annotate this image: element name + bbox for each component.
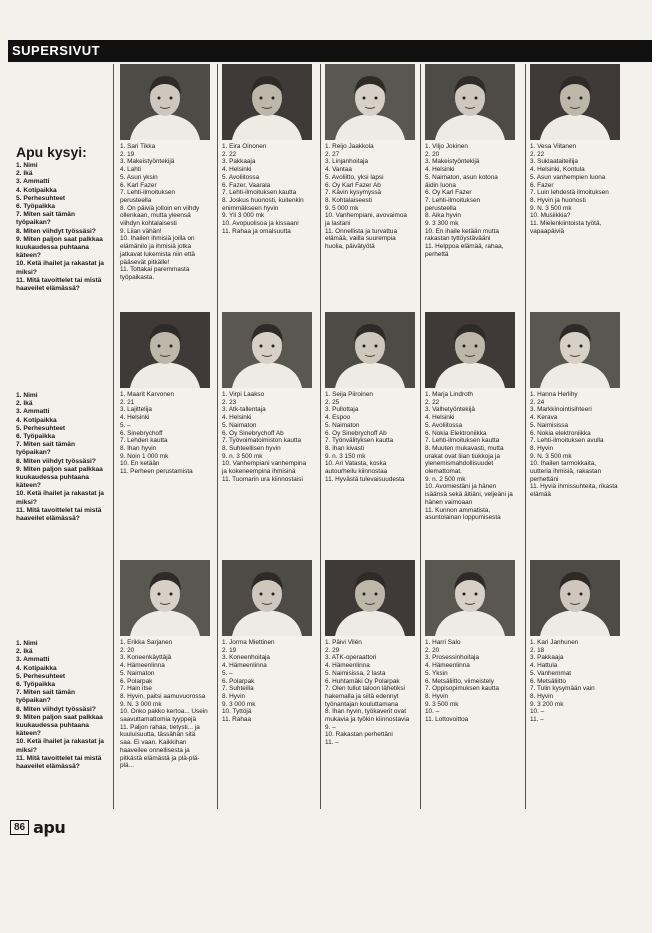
answer-line: 3. Koneenhoitaja [222, 654, 270, 662]
answer-line: 4. Helsinki [425, 414, 455, 422]
answer-line: 2. 18 [530, 646, 545, 654]
answer-line: 2. 22 [425, 398, 440, 406]
answer-line: 11. Tuomarin ura kiinnostaisi [222, 475, 303, 483]
answer-line: 10. Tyttöjä [222, 708, 252, 716]
answer-line: 2. 25 [325, 398, 340, 406]
portrait-photo [530, 312, 620, 388]
answer-line: 9. – [325, 723, 336, 731]
answer-line: 6. Polarpak [222, 677, 255, 685]
column-divider [320, 64, 321, 809]
answer-line: 4. Espoo [325, 414, 351, 422]
answer-line: 3. Valhetyöntekijä [425, 406, 475, 414]
interviewee-card [325, 560, 413, 747]
answer-line: 1. Erikka Sarjanen [120, 639, 173, 646]
answer-line: 2. 21 [120, 398, 135, 406]
question-list [16, 392, 106, 523]
answer-line: 6. Nokia elektroniikka [530, 429, 591, 437]
answer-line: 11. – [325, 739, 339, 747]
question-item: 4. Kotipaikka [16, 664, 57, 672]
answer-line: 9. N. 3 500 mk [530, 452, 572, 460]
answer-line: 10. Onko pakko kertoa... Usein saavuttamattomia tyyppejä [120, 708, 208, 724]
question-item: 9. Miten paljon saat palkkaa kuukaudessa puhtaana käteen? [16, 713, 103, 738]
interviewee-card [222, 560, 310, 724]
answer-line: 7. Oppisopimuksen kautta [425, 685, 499, 693]
question-item: 7. Miten sait tämän työpaikan? [16, 211, 75, 227]
question-item: 6. Työpaikka [16, 681, 56, 689]
answer-line: 8. On päiviä jolloin en viihdy ollenkaan, mutta yleensä viihdyn kohtalaisesti [120, 204, 200, 228]
question-item: 3. Ammatti [16, 178, 50, 186]
answer-line: 4. Hämeenlinna [120, 662, 165, 670]
column-divider [113, 64, 114, 809]
answer-line: 11. Hyviä ihmissuhteita, rikasta elämää [530, 483, 618, 499]
answer-line: 11. Tottakai paremmasta työpaikasta. [120, 266, 190, 281]
portrait-photo [530, 560, 620, 636]
answer-line: 10. Ihailen ihmisiä joilla on elämänilo ja ihmisiä jotka jatkavat lukemista niin että pääsevät pitkälle! [120, 235, 195, 266]
answer-line: 8. Hyvin [425, 692, 449, 700]
answer-line: 7. Tulin kysymään vain [530, 685, 595, 693]
answer-line: 1. Seija Piiroinen [325, 391, 373, 398]
interview-answers [425, 639, 513, 724]
answer-line: 8. Hyvin [530, 444, 554, 452]
answer-line: 11. Paljon rahaa, tietysti... ja kuuluisuutta, tässähän sitä saa. Ei vaan. Kaikkihan haaveilee onnellisesta ja pitkästä elämästä ja plä-plä-plä... [120, 723, 200, 770]
interviewee-card [120, 64, 208, 282]
interviewee-card [530, 64, 618, 235]
question-item: 8. Miten viihdyt työssäsi? [16, 457, 96, 465]
answer-line: 7. Olen tullut taloon lähetiksi hakemalla ja siitä edennyt työnantajan kouluttamana [325, 685, 405, 708]
interview-answers [222, 639, 310, 724]
answer-line: 3. Linjanhoitaja [325, 158, 368, 166]
column-divider [217, 64, 218, 809]
interview-answers [120, 143, 208, 282]
answer-line: 10. En ihaile ketään mutta rakastan tyttöystävääni [425, 227, 499, 243]
question-item: 9. Miten paljon saat palkkaa kuukaudessa puhtaana käteen? [16, 465, 103, 490]
question-item: 5. Perhesuhteet [16, 424, 66, 432]
interview-answers [120, 639, 208, 770]
answer-line: 11. Kunnon ammatista, asuntolainan loppumisesta [425, 506, 501, 522]
answer-line: 5. Naimaton [222, 421, 257, 429]
answer-line: 7. Lehti-ilmoituksen perusteella [120, 189, 176, 204]
answer-line: 3. Pakkaaja [530, 654, 564, 662]
answer-line: 7. Luin lehdestä ilmoituksen [530, 189, 609, 197]
section-header-bar [8, 40, 652, 62]
question-item: 1. Nimi [16, 392, 38, 399]
answer-line: 10. Avomiestäni ja hänen isäänsä sekä äitiäni, veljeäni ja hänen vaimoaan [425, 483, 513, 506]
answer-line: 8. Ihan hyvin, työkaverit ovat mukavia ja työkin kiinnostavia [325, 708, 410, 724]
answer-line: 3. Makeistyöntekijä [425, 158, 480, 166]
answer-line: 5. Naimaton [120, 669, 155, 677]
answer-line: 7. Lehden kautta [120, 437, 168, 445]
answer-line: 5. Naimisissa, 2 lasta [325, 669, 386, 677]
answer-line: 7. Lehti-ilmoituksen perusteella [425, 196, 481, 212]
answer-line: 4. Helsinki [120, 414, 150, 422]
answer-line: 2. 20 [425, 150, 440, 158]
answer-line: 5. Asun yksin [120, 173, 158, 181]
answer-line: 1. Eira Oinonen [222, 143, 267, 150]
answer-line: 9. 3 000 mk [222, 700, 256, 708]
answer-line: 11. Lottovoittoa [425, 716, 469, 724]
interview-answers [425, 391, 513, 522]
answer-line: 4. Hämeenlinna [325, 662, 370, 670]
answer-line: 7. Hain itse [120, 685, 152, 693]
question-item: 4. Kotipaikka [16, 416, 57, 424]
answer-line: 5. Asun vanhempien luona [530, 173, 606, 181]
answer-line: 2. 20 [120, 646, 135, 654]
question-item: 8. Miten viihdyt työssäsi? [16, 227, 96, 235]
answer-line: 10. Vanhempiani, avovaimoa ja lastani [325, 212, 407, 228]
question-item: 11. Mitä tavoittelet tai mistä haaveilet elämässä? [16, 276, 102, 293]
interviewee-card [425, 312, 513, 522]
question-item: 4. Kotipaikka [16, 186, 57, 194]
question-item: 5. Perhesuhteet [16, 194, 66, 202]
answer-line: 3. Lajittelija [120, 406, 152, 414]
answer-line: 3. Prosessinhoitaja [425, 654, 479, 662]
interviewee-card [222, 312, 310, 483]
answer-line: 4. Kerava [530, 414, 558, 422]
answer-line: 9. N. 3 000 mk [120, 700, 162, 708]
answer-line: 9. 5 000 mk [325, 204, 359, 212]
portrait-photo [325, 64, 415, 140]
answer-line: 6. Fazer [530, 181, 554, 189]
question-item: 11. Mitä tavoittelet tai mistä haaveilet elämässä? [16, 506, 102, 523]
interview-answers [530, 143, 618, 235]
question-item: 8. Miten viihdyt työssäsi? [16, 705, 96, 713]
interviewee-card [120, 560, 208, 770]
answer-line: 5. Yksin [425, 669, 448, 677]
answer-line: 10. Ihailen tarmokkaita, uutteria ihmisiä, rakastan perhettäni [530, 460, 602, 483]
interviewee-card [325, 312, 413, 483]
question-item: 2. Ikä [16, 648, 33, 656]
answer-line: 10. En ketään [120, 460, 160, 468]
answer-line: 8. Hyvin, paitsi aamuvuorossa [120, 692, 206, 700]
answer-line: 9. N. 3 500 mk [530, 204, 572, 212]
answer-line: 7. Lehti-ilmoituksen avulla [530, 437, 604, 445]
answer-line: 2. 29 [325, 646, 340, 654]
answer-line: 9. 3 200 mk [530, 700, 564, 708]
portrait-photo [425, 64, 515, 140]
answer-line: 9. n. 3 500 mk [222, 452, 263, 460]
answer-line: 1. Harri Salo [425, 639, 461, 646]
answer-line: 11. Perheen perustamista [120, 468, 193, 476]
answer-line: 5. Naimaton, asun kotona äidin luona [425, 173, 498, 189]
answer-line: 5. Avoliitossa [425, 421, 463, 429]
answer-line: 10. – [425, 708, 440, 716]
question-items [16, 640, 106, 771]
answer-line: 4. Hämeenlinna [222, 662, 267, 670]
questions-title: Apu kysyi: [16, 144, 87, 160]
interviewee-card [120, 312, 208, 476]
answer-line: 3. Koneenkäyttäjä [120, 654, 172, 662]
portrait-photo [325, 312, 415, 388]
portrait-photo [222, 312, 312, 388]
portrait-photo [530, 64, 620, 140]
question-item: 5. Perhesuhteet [16, 672, 66, 680]
answer-line: 10. Rakastan perhettäni [325, 731, 393, 739]
answer-line: 4. Helsinki [222, 166, 252, 174]
answer-line: 7. Lehti-ilmoituksen kautta [425, 437, 500, 445]
answer-line: 2. 20 [425, 646, 440, 654]
answer-line: 10. Ari Vatasta, koska autourheilu kiinnostaa [325, 460, 388, 476]
answer-line: 5. Avoliitossa [222, 173, 260, 181]
answer-line: 9. Yli 3 000 mk [222, 212, 265, 220]
answer-line: 7. Kävin kysymyssä [325, 189, 382, 197]
answer-line: 7. Lehti-ilmoituksen kautta [222, 189, 297, 197]
answer-line: 5. – [120, 421, 131, 429]
page-number: 86 [10, 820, 29, 835]
answer-line: 11. Onnellista ja turvattua elämää, vailla suurempia huolia, päivätyötä [325, 227, 397, 251]
answer-line: 8. Hyvin [222, 692, 246, 700]
answer-line: 1. Jorma Miettinen [222, 639, 275, 646]
question-item: 7. Miten sait tämän työpaikan? [16, 441, 75, 457]
answer-line: 5. – [222, 669, 233, 677]
answer-line: 4. Vantaa [325, 166, 352, 174]
answer-line: 11. Rahaa [222, 716, 252, 724]
question-items [16, 392, 106, 523]
answer-line: 3. Suklaataiteilija [530, 158, 578, 166]
answer-line: 7. Suhteilla [222, 685, 254, 693]
interview-answers [425, 143, 513, 259]
question-item: 11. Mitä tavoittelet tai mistä haaveilet elämässä? [16, 754, 102, 771]
answer-line: 5. Vanhemmat [530, 669, 572, 677]
answer-line: 8. Ihan kivasti [325, 444, 365, 452]
answer-line: 10. – [530, 708, 545, 716]
answer-line: 9. Liian vähän! [120, 227, 162, 235]
answer-line: 11. Helppoa elämää, rahaa, perhettä [425, 243, 504, 258]
answer-line: 1. Viljo Jokinen [425, 143, 468, 150]
question-item: 9. Miten paljon saat palkkaa kuukaudessa puhtaana käteen? [16, 235, 103, 260]
interviewee-card [530, 560, 618, 724]
answer-line: 11. Hyvästä tulevaisuudesta [325, 475, 405, 483]
interviewee-card [425, 64, 513, 259]
answer-line: 6. Polarpak [120, 677, 153, 685]
question-item: 1. Nimi [16, 640, 38, 647]
interviewee-card [425, 560, 513, 724]
interview-answers [325, 391, 413, 483]
interview-answers [222, 143, 310, 235]
answer-line: 3. Atk-tallentaja [222, 406, 266, 414]
portrait-photo [222, 560, 312, 636]
answer-line: 6. Oy Karl Fazer Ab [325, 181, 381, 189]
interview-answers [325, 639, 413, 747]
answer-line: 6. Oy Sinebrychoff Ab [222, 429, 284, 437]
question-item: 6. Työpaikka [16, 433, 56, 441]
answer-line: 4. Helsinki, Kontula [530, 166, 585, 174]
answer-line: 5. Avoliitto, yksi lapsi [325, 173, 384, 181]
answer-line: 7. Työvoimatoimiston kautta [222, 437, 302, 445]
answer-line: 4. Hämeenlinna [425, 662, 470, 670]
question-item: 3. Ammatti [16, 408, 50, 416]
answer-line: 11. Mielenkiintoista työtä, vapaapäiviä [530, 220, 602, 235]
question-item: 10. Ketä ihailet ja rakastat ja miksi? [16, 738, 104, 754]
answer-line: 8. Hyvin [530, 692, 554, 700]
answer-line: 2. 19 [120, 150, 135, 158]
answer-line: 10. Musiikkia? [530, 212, 571, 220]
answer-line: 10. Vanhempiani vanhempina ja kokeneempina ihmisinä [222, 460, 307, 476]
answer-line: 5. Naimisissa [530, 421, 568, 429]
answer-line: 11. – [530, 716, 544, 724]
answer-line: 8. Kohtalaiseesti [325, 196, 372, 204]
answer-line: 2. 22 [222, 150, 237, 158]
answer-line: 4. Lahti [120, 166, 141, 174]
answer-line: 7. Työnvälityksen kautta [325, 437, 394, 445]
interview-answers [530, 639, 618, 724]
interview-answers [325, 143, 413, 251]
portrait-photo [425, 560, 515, 636]
magazine-logo: apu [33, 818, 66, 837]
answer-line: 1. Kari Janhunen [530, 639, 579, 646]
answer-line: 11. Rahaa ja omalsuutta [222, 227, 291, 235]
answer-line: 1. Marja Lindroth [425, 391, 473, 398]
question-list [16, 640, 106, 771]
question-item: 7. Miten sait tämän työpaikan? [16, 689, 75, 705]
portrait-photo [425, 312, 515, 388]
answer-line: 3. Pakkaaja [222, 158, 256, 166]
answer-line: 9. n. 3 150 mk [325, 452, 366, 460]
answer-line: 6. Sinebrychoff [120, 429, 163, 437]
column-divider [420, 64, 421, 809]
page-footer [10, 818, 65, 837]
question-items [16, 162, 106, 293]
answer-line: 1. Sari Tikka [120, 143, 156, 150]
answer-line: 8. Muuten mukavasti, mutta urakat ovat liian tiukkoja ja ylenemismahdollisuudet olemattomat. [425, 444, 504, 476]
answer-line: 1. Vesa Viitanen [530, 143, 577, 150]
answer-line: 9. n. 2 500 mk [425, 475, 466, 483]
portrait-photo [325, 560, 415, 636]
answer-line: 4. Hattula [530, 662, 558, 670]
question-item: 3. Ammatti [16, 656, 50, 664]
portrait-photo [222, 64, 312, 140]
question-item: 10. Ketä ihailet ja rakastat ja miksi? [16, 490, 104, 506]
answer-line: 3. Pullottaja [325, 406, 359, 414]
answer-line: 9. 3 500 mk [425, 700, 459, 708]
answer-line: 8. Ihan hyvin [120, 444, 157, 452]
answer-line: 1. Hanna Herlihy [530, 391, 578, 398]
answer-line: 3. Markkinointisihteeri [530, 406, 592, 414]
answer-line: 1. Päivi Vilén [325, 639, 362, 646]
answer-line: 1. Reijo Jaakkola [325, 143, 374, 150]
answer-line: 2. 27 [325, 150, 340, 158]
answer-line: 8. Aika hyvin [425, 212, 461, 220]
question-item: 2. Ikä [16, 170, 33, 178]
answer-line: 6. Oy Sinebrychoff Ab [325, 429, 387, 437]
question-item: 1. Nimi [16, 162, 38, 169]
interviewee-card [222, 64, 310, 235]
answer-line: 2. 23 [222, 398, 237, 406]
answer-line: 4. Helsinki [222, 414, 252, 422]
answer-line: 6. Fazer, Vaarala [222, 181, 271, 189]
answer-line: 6. Oy Karl Fazer [425, 189, 472, 197]
portrait-photo [120, 560, 210, 636]
portrait-photo [120, 312, 210, 388]
interviewee-card [530, 312, 618, 499]
answer-line: 2. 24 [530, 398, 545, 406]
answer-line: 8. Hyvin ja huonosti [530, 196, 586, 204]
question-item: 10. Ketä ihailet ja rakastat ja miksi? [16, 260, 104, 276]
answer-line: 1. Virpi Laakso [222, 391, 265, 398]
answer-line: 3. ATK-operaattori [325, 654, 377, 662]
portrait-photo [120, 64, 210, 140]
interview-answers [530, 391, 618, 499]
question-list [16, 145, 106, 293]
answer-line: 6. Karl Fazer [120, 181, 157, 189]
answer-line: 1. Maarit Karvonen [120, 391, 174, 398]
answer-line: 5. Naimaton [325, 421, 360, 429]
column-divider [525, 64, 526, 809]
answer-line: 6. Nokia Elektroniikka [425, 429, 487, 437]
question-item: 6. Työpaikka [16, 203, 56, 211]
answer-line: 10. Avopuolisoa ja kissaani [222, 220, 299, 228]
answer-line: 8. Joskus huonosti, kuitenkin enimmäkseen hyvin [222, 196, 304, 212]
interviewee-card [325, 64, 413, 251]
interview-answers [120, 391, 208, 476]
answer-line: 2. 22 [530, 150, 545, 158]
answer-line: 2. 19 [222, 646, 237, 654]
interview-answers [222, 391, 310, 483]
answer-line: 6. Metsäliitto, viimeistely [425, 677, 494, 685]
answer-line: 9. 3 300 mk [425, 220, 459, 228]
section-label: SUPERSIVUT [12, 43, 101, 58]
answer-line: 8. Suhteellisen hyvin [222, 444, 281, 452]
answer-line: 3. Makeistyöntekijä [120, 158, 175, 166]
answer-line: 4. Helsinki [425, 166, 455, 174]
answer-line: 9. Noin 1 000 mk [120, 452, 169, 460]
answer-line: 6. Huhtamäki Oy Polarpak [325, 677, 400, 685]
question-item: 2. Ikä [16, 400, 33, 408]
answer-line: 6. Metsäliitto [530, 677, 566, 685]
